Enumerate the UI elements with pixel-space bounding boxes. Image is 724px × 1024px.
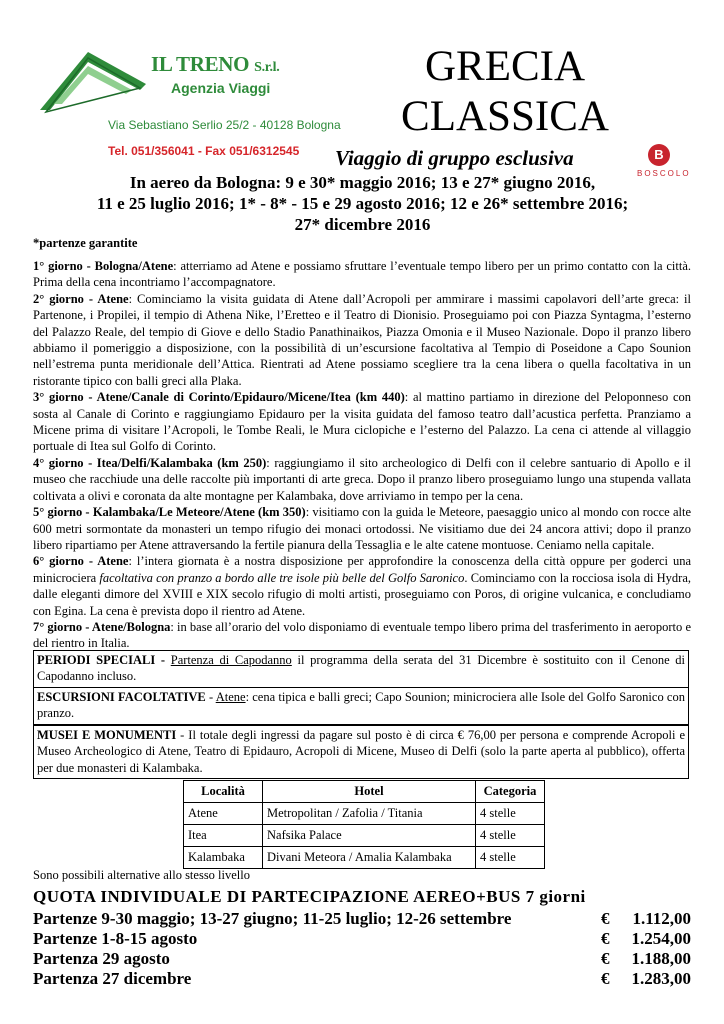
day-4-heading: 4° giorno - Itea/Delfi/Kalambaka (km 250) xyxy=(33,455,267,470)
dates-line-1: In aereo da Bologna: 9 e 30* maggio 2016; 13 e 27* giugno 2016, xyxy=(129,173,596,192)
table-cell: Metropolitan / Zafolia / Titania xyxy=(263,803,476,825)
special-periods-text: il programma della serata del 31 Dicembre è sostituito con il Cenone di Capodanno incluso. xyxy=(37,653,686,684)
excursions-text: : cena tipica e balli greci; Capo Sounion; minicrociera alle Isole del Golfo Saronico con pranzo. xyxy=(37,690,685,721)
day-5-text: : visitiamo con la guida le Meteore, paesaggio unico al mondo con rocce alte 600 metri sormontate da monasteri un tempo rifugio dei monaci ortodossi. Ne visitiamo due dei 24 ancora attivi; dopo il pranzo libero ripartiamo per Atene attraversando la fertile pianura della Tessaglia e le alte catene montuose. Ceniamo nella capitale. xyxy=(33,505,691,552)
agency-logo xyxy=(36,44,341,166)
price-amount: 1.283,00 xyxy=(631,969,691,988)
museums-label: MUSEI E MONUMENTI xyxy=(37,728,177,742)
special-periods-label: PERIODI SPECIALI - xyxy=(37,653,166,667)
column-header: Località xyxy=(184,781,263,803)
price-currency: € xyxy=(601,929,610,948)
day-2-text: : Cominciamo la visita guidata di Atene dall’Acropoli per ammirare i massimi capolavori dell’arte greca: il Partenone, i Propilei, il tempio di Athena Nike, l’Eretteo e il Teatro di Dionisio. Proseguiamo poi con Piazza Syntagma, l’esterno del Palazzo Reale, del tempio di Giove e dello Stadio Panathinaikos, Piazza Omonia e il Museo Nazionale. Dopo il pranzo libero abbiamo il pomeriggio a disposizione, con la possibilità di un’escursione facoltativa al Tempio di Poseidone a Capo Sounion nell’estrema punta meridionale dell’Attica. Rientrati ad Atene possiamo scegliere tra la cena libera o quella facoltativa in un ristorante tipico con balli greci alla Plaka. xyxy=(33,291,691,388)
day-1-heading: 1° giorno - Bologna/Atene xyxy=(33,259,174,273)
price-currency: € xyxy=(601,949,610,968)
excursions-dash: - xyxy=(205,690,216,704)
column-header: Categoria xyxy=(476,781,545,803)
page-title xyxy=(345,42,665,142)
table-cell: Atene xyxy=(184,803,263,825)
day-4-text: : raggiungiamo il sito archeologico di Delfi con il celebre santuario di Apollo e il museo che racchiude una delle raccolte più importanti di arte greca. Dopo il pranzo libero proseguiamo lungo una stupenda vallata coltivata a olivi e coronata da alte montagne per Kalambaka, dove arriviamo in tempo per la cena. xyxy=(33,455,691,503)
table-header-row xyxy=(184,781,545,803)
price-label: Partenze 1-8-15 agosto xyxy=(33,929,198,948)
day-3 xyxy=(33,389,691,455)
price-row xyxy=(33,969,691,989)
day-6-text: : l’intera giornata è a nostra disposizione per approfondire la conoscenza della città oppure per goderci una minicrociera xyxy=(33,554,691,585)
price-label: Partenze 9-30 maggio; 13-27 giugno; 11-25 luglio; 12-26 settembre xyxy=(33,909,512,928)
day-3-heading: 3° giorno - Atene/Canale di Corinto/Epidauro/Micene/Itea (km 440) xyxy=(33,390,405,405)
table-cell: Nafsika Palace xyxy=(263,825,476,847)
alternatives-note: Sono possibili alternative allo stesso livello xyxy=(33,868,250,882)
day-1-text: : atterriamo ad Atene e possiamo sfruttare l’eventuale tempo libero per un primo contatto con la città. Prima della cena incontriamo l’accompagnatore. xyxy=(33,259,692,290)
price-row xyxy=(33,909,691,929)
excursions-link[interactable]: Atene xyxy=(215,690,246,704)
day-7-heading: 7° giorno - Atene/Bologna xyxy=(33,619,171,634)
guaranteed-note: *partenze garantite xyxy=(33,236,138,250)
day-7-text: : in base all’orario del volo disponiamo di eventuale tempo libero prima del trasferimento in aeroporto e del rientro in Italia. xyxy=(33,619,691,651)
day-2 xyxy=(33,291,691,389)
page-subtitle: Viaggio di gruppo esclusiva xyxy=(335,146,574,170)
agency-address: Via Sebastiano Serlio 25/2 - 40128 Bologna xyxy=(108,118,341,132)
price-currency: € xyxy=(601,969,610,988)
day-6-text-after: . Cominciamo con la rocciosa isola di Hydra, dalle eleganti dimore del XVIII e XIX secolo rifugio di molti artisti, proseguiamo con Poros, di origine vulcanica, e concludiamo con Egina. La cena è prevista dopo il rientro ad Atene. xyxy=(33,570,691,618)
boscolo-wordmark: BOSCOLO xyxy=(637,169,691,178)
museums-box xyxy=(33,725,689,779)
table-cell: 4 stelle xyxy=(476,847,545,869)
agency-phone: Tel. 051/356041 - Fax 051/6312545 xyxy=(108,144,300,158)
price-amount: 1.188,00 xyxy=(631,949,691,968)
table-row xyxy=(184,847,545,869)
day-5 xyxy=(33,504,691,553)
day-6-italic-text: facoltativa con pranzo a bordo alle tre isole più belle del Golfo Saronico xyxy=(99,570,465,585)
price-currency: € xyxy=(601,909,610,928)
company-name: IL TRENO S.r.l. xyxy=(151,52,280,76)
museums-text: - Il totale degli ingressi da pagare sul posto è di circa € 76,00 per persona e comprende Acropoli e Museo Archeologico di Atene, Teatro di Epidauro, Acropoli di Micene, Museo di Delfi (solo la parte aperta al pubblico), offerta per due monasteri di Kalambaka. xyxy=(37,728,685,775)
table-cell: Itea xyxy=(184,825,263,847)
day-5-heading: 5° giorno - Kalambaka/Le Meteore/Atene (km 350) xyxy=(33,505,306,520)
price-amount: 1.112,00 xyxy=(632,909,691,928)
day-4 xyxy=(33,455,691,504)
dates-line-2: 11 e 25 luglio 2016; 1* - 8* - 15 e 29 agosto 2016; 12 e 26* settembre 2016; xyxy=(96,194,629,213)
table-cell: Divani Meteora / Amalia Kalambaka xyxy=(263,847,476,869)
table-row xyxy=(184,825,545,847)
day-6 xyxy=(33,553,691,619)
price-label: Partenza 29 agosto xyxy=(33,949,170,968)
dates-line-3: 27* dicembre 2016 xyxy=(294,215,431,234)
day-7 xyxy=(33,619,691,652)
itinerary xyxy=(33,258,691,652)
table-row xyxy=(184,803,545,825)
special-periods-box xyxy=(33,650,689,688)
title-line-1: GRECIA xyxy=(424,43,586,90)
special-periods-link[interactable]: Partenza di Capodanno xyxy=(170,653,292,667)
hotels-table xyxy=(183,780,545,869)
day-1 xyxy=(33,258,691,291)
boscolo-mark-icon: B xyxy=(648,144,670,166)
price-row xyxy=(33,949,691,969)
title-line-2: CLASSICA xyxy=(401,93,609,140)
day-3-text: : al mattino partiamo in direzione del Peloponneso con sosta al Canale di Corinto e raggiungiamo Epidauro per la visita guidata del famoso teatro dall’acustica perfetta. Pranziamo a Micene prima di visitare l’Acropoli, le Tombe Reali, le Mura ciclopiche e l’esterno del Palazzo. La cena ci attende al villaggio portuale di Itea sul Golfo di Corinto. xyxy=(33,390,691,454)
day-6-heading: 6° giorno - Atene xyxy=(33,554,129,569)
optional-excursions-box xyxy=(33,687,689,725)
column-header: Hotel xyxy=(263,781,476,803)
price-section-title: QUOTA INDIVIDUALE DI PARTECIPAZIONE AEREO+BUS 7 giorni xyxy=(33,887,586,906)
table-cell: 4 stelle xyxy=(476,825,545,847)
train-logo-icon xyxy=(36,44,156,124)
price-amount: 1.254,00 xyxy=(631,929,691,948)
table-cell: 4 stelle xyxy=(476,803,545,825)
price-row xyxy=(33,929,691,949)
price-label: Partenza 27 dicembre xyxy=(33,969,192,988)
table-cell: Kalambaka xyxy=(184,847,263,869)
day-2-heading: 2° giorno - Atene xyxy=(33,291,129,306)
departure-dates xyxy=(30,172,695,235)
agency-name: Agenzia Viaggi xyxy=(171,80,271,96)
excursions-label: ESCURSIONI FACOLTATIVE xyxy=(37,690,206,704)
